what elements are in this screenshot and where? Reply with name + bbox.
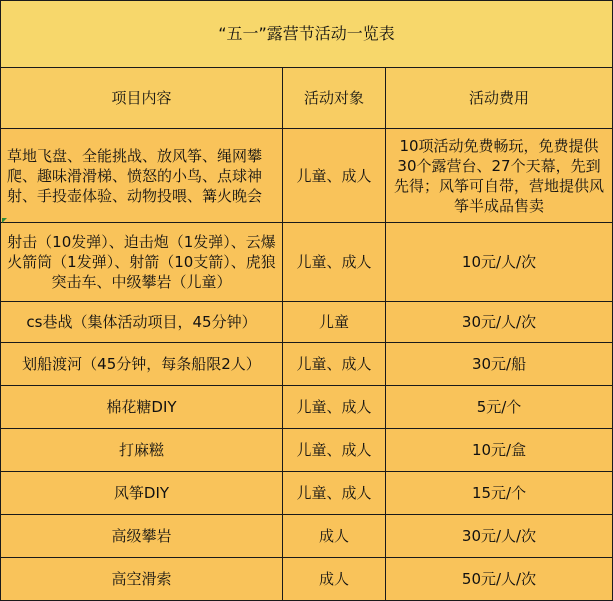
row-fee: 30元/人/次 <box>386 515 613 558</box>
table-row <box>1 343 613 386</box>
row-fee: 5元/个 <box>386 386 613 429</box>
row-fee: 50元/人/次 <box>386 558 613 601</box>
table-row <box>1 515 613 558</box>
table-row <box>1 429 613 472</box>
table-row <box>1 558 613 601</box>
row-fee: 10项活动免费畅玩，免费提供30个露营台、27个天幕，先到先得；风筝可自带，营地提供风筝半成品售卖 <box>386 129 613 223</box>
row-content: 风筝DIY <box>1 472 283 515</box>
title-row <box>1 1 613 68</box>
row-content: 射击（10发弹）、迫击炮（1发弹）、云爆火箭筒（1发弹）、射箭（10支箭）、虎狼突击车、中级攀岩（儿童） <box>1 223 283 302</box>
row-fee: 10元/盒 <box>386 429 613 472</box>
table-row <box>1 223 613 302</box>
table-row <box>1 129 613 223</box>
row-content: 高级攀岩 <box>1 515 283 558</box>
row-content: 草地飞盘、全能挑战、放风筝、绳网攀爬、趣味滑滑梯、愤怒的小鸟、点球神射、手投壶体验、动物投喂、篝火晚会 <box>1 129 283 223</box>
table-row <box>1 472 613 515</box>
row-content: 打麻糍 <box>1 429 283 472</box>
row-target: 儿童 <box>283 302 386 343</box>
table-title: “五一”露营节活动一览表 <box>1 1 613 68</box>
table-row <box>1 302 613 343</box>
cell-comment-marker-icon <box>2 218 7 223</box>
row-content: 棉花糖DIY <box>1 386 283 429</box>
row-content: cs巷战（集体活动项目，45分钟） <box>1 302 283 343</box>
row-target: 儿童、成人 <box>283 129 386 223</box>
row-content: 高空滑索 <box>1 558 283 601</box>
row-target: 儿童、成人 <box>283 429 386 472</box>
table-row <box>1 386 613 429</box>
row-fee: 10元/人/次 <box>386 223 613 302</box>
header-content: 项目内容 <box>1 68 283 129</box>
row-content: 划船渡河（45分钟，每条船限2人） <box>1 343 283 386</box>
row-target: 儿童、成人 <box>283 386 386 429</box>
row-target: 儿童、成人 <box>283 343 386 386</box>
row-fee: 30元/人/次 <box>386 302 613 343</box>
header-fee: 活动费用 <box>386 68 613 129</box>
header-target: 活动对象 <box>283 68 386 129</box>
row-target: 儿童、成人 <box>283 472 386 515</box>
row-target: 成人 <box>283 515 386 558</box>
header-row <box>1 68 613 129</box>
row-fee: 30元/船 <box>386 343 613 386</box>
row-target: 儿童、成人 <box>283 223 386 302</box>
row-target: 成人 <box>283 558 386 601</box>
row-fee: 15元/个 <box>386 472 613 515</box>
